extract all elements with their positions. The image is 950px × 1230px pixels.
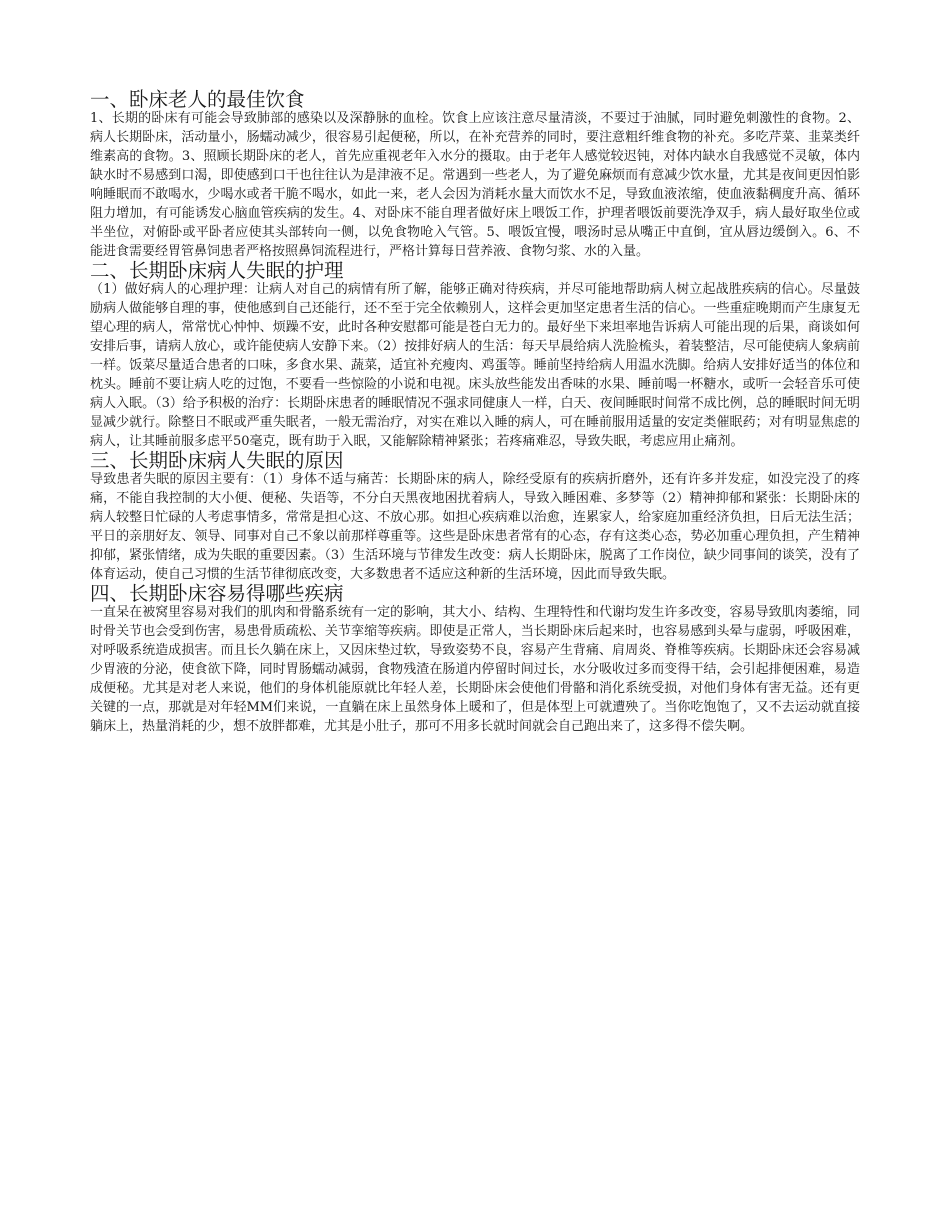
section-insomnia-care — [90, 261, 860, 451]
section-body: 一直呆在被窝里容易对我们的肌肉和骨骼系统有一定的影响，其大小、结构、生理特性和代谢均发生许多改变，容易导致肌肉萎缩，同时骨关节也会受到伤害，易患骨质疏松、关节挛缩等疾病。即使是正常人，当长期卧床后起来时，也容易感到头晕与虚弱，呼吸困难，对呼吸系统造成损害。而且长久躺在床上，又因床垫过软，导致姿势不良，容易产生背痛、肩周炎、脊椎等疾病。长期卧床还会容易减少胃液的分泌，使食欲下降，同时胃肠蠕动减弱，食物残渣在肠道内停留时间过长，水分吸收过多而变得干结，会引起排便困难，易造成便秘。尤其是对老人来说，他们的身体机能原就比年轻人差，长期卧床会使他们骨骼和消化系统受损，对他们身体有害无益。还有更关键的一点，那就是对年轻MM们来说，一直躺在床上虽然身体上暖和了，但是体型上可就遭殃了。当你吃饱饱了，又不去运动就直接躺床上，热量消耗的少，想不放胖都难，尤其是小肚子，那可不用多长就时间就会自己跑出来了，这多得不偿失啊。 — [90, 605, 860, 734]
section-body: 导致患者失眠的原因主要有：（1）身体不适与痛苦：长期卧床的病人，除经受原有的疾病折磨外，还有许多并发症，如没完没了的疼痛，不能自我控制的大小便、便秘、失语等，不分白天黑夜地困扰着病人，导致入睡困难、多梦等（2）精神抑郁和紧张：长期卧床的病人较整日忙碌的人考虑事情多，常常是担心这、不放心那。如担心疾病难以治愈，连累家人，给家庭加重经济负担，日后无法生活；平日的亲朋好友、领导、同事对自己不象以前那样尊重等。这些是卧床患者常有的心态，存有这类心态，势必加重心理负担，产生精神抑郁，紧张情绪，成为失眠的重要因素。（3）生活环境与节律发生改变：病人长期卧床，脱离了工作岗位，缺少同事间的谈笑，没有了体育运动，使自己习惯的生活节律彻底改变，大多数患者不适应这种新的生活环境，因此而导致失眠。 — [90, 472, 860, 582]
section-heading: 一、卧床老人的最佳饮食 — [90, 88, 305, 111]
section-body: 1、长期的卧床有可能会导致肺部的感染以及深静脉的血栓。饮食上应该注意尽量清淡，不要过于油腻，同时避免刺激性的食物。2、病人长期卧床，活动量小，肠蠕动减少，很容易引起便秘，所以，在补充营养的同时，要注意粗纤维食物的补充。多吃芹菜、韭菜类纤维素高的食物。3、照顾长期卧床的老人，首先应重视老年入水分的摄取。由于老年人感觉较迟钝，对体内缺水自我感觉不灵敏，体内缺水时不易感到口渴，即使感到口干也往往认为是津液不足。常遇到一些老人，为了避免麻烦而有意减少饮水量，尤其是夜间更因怕影响睡眠而不敢喝水，少喝水或者干脆不喝水，如此一来，老人会因为消耗水量大而饮水不足，导致血液浓缩，使血液黏稠度升高、循环阻力增加，有可能诱发心脑血管疾病的发生。4、对卧床不能自理者做好床上喂饭工作，护理者喂饭前要洗净双手，病人最好取坐位或半坐位，对俯卧或平卧者应使其头部转向一侧，以免食物呛入气管。5、喂饭宜慢，喂汤时忌从嘴正中直倒，宜从唇边缓倒入。6、不能进食需要经胃管鼻饲患者严格按照鼻饲流程进行，严格计算每日营养液、食物匀浆、水的入量。 — [90, 111, 860, 259]
section-insomnia-causes — [90, 451, 860, 584]
section-diseases — [90, 584, 860, 736]
section-diet — [90, 90, 860, 261]
section-heading: 二、长期卧床病人失眠的护理 — [90, 259, 344, 282]
section-body: （1）做好病人的心理护理：让病人对自己的病情有所了解，能够正确对待疾病，并尽可能地帮助病人树立起战胜疾病的信心。尽量鼓励病人做能够自理的事，使他感到自己还能行，还不至于完全依赖别人，这样会更加坚定患者生活的信心。一些重症晚期而产生康复无望心理的病人，常常忧心忡忡、烦躁不安，此时各种安慰都可能是苍白无力的。最好坐下来坦率地告诉病人可能出现的后果，商谈如何安排后事，请病人放心，或许能使病人安静下来。（2）按排好病人的生活：每天早晨给病人洗脸梳头，着装整洁，尽可能使病人象病前一样。饭菜尽量适合患者的口味，多食水果、蔬菜，适宜补充瘦肉、鸡蛋等。睡前坚持给病人用温水洗脚。给病人安排好适当的体位和枕头。睡前不要让病人吃的过饱，不要看一些惊险的小说和电视。床头放些能发出香味的水果、睡前喝一杯糖水，或听一会轻音乐可使病人入眠。（3）给予积极的治疗：长期卧床患者的睡眠情况不强求同健康人一样，白天、夜间睡眠时间常不成比例，总的睡眠时间无明显减少就行。除整日不眠或严重失眠者，一般无需治疗，对实在难以入睡的病人，可在睡前服用适量的安定类催眠药；对有明显焦虑的病人，让其睡前服多虑平50毫克，既有助于入眠，又能解除精神紧张；若疼痛难忍，导致失眠，考虑应用止痛剂。 — [90, 282, 860, 449]
section-heading: 四、长期卧床容易得哪些疾病 — [90, 582, 344, 605]
section-heading: 三、长期卧床病人失眠的原因 — [90, 449, 344, 472]
